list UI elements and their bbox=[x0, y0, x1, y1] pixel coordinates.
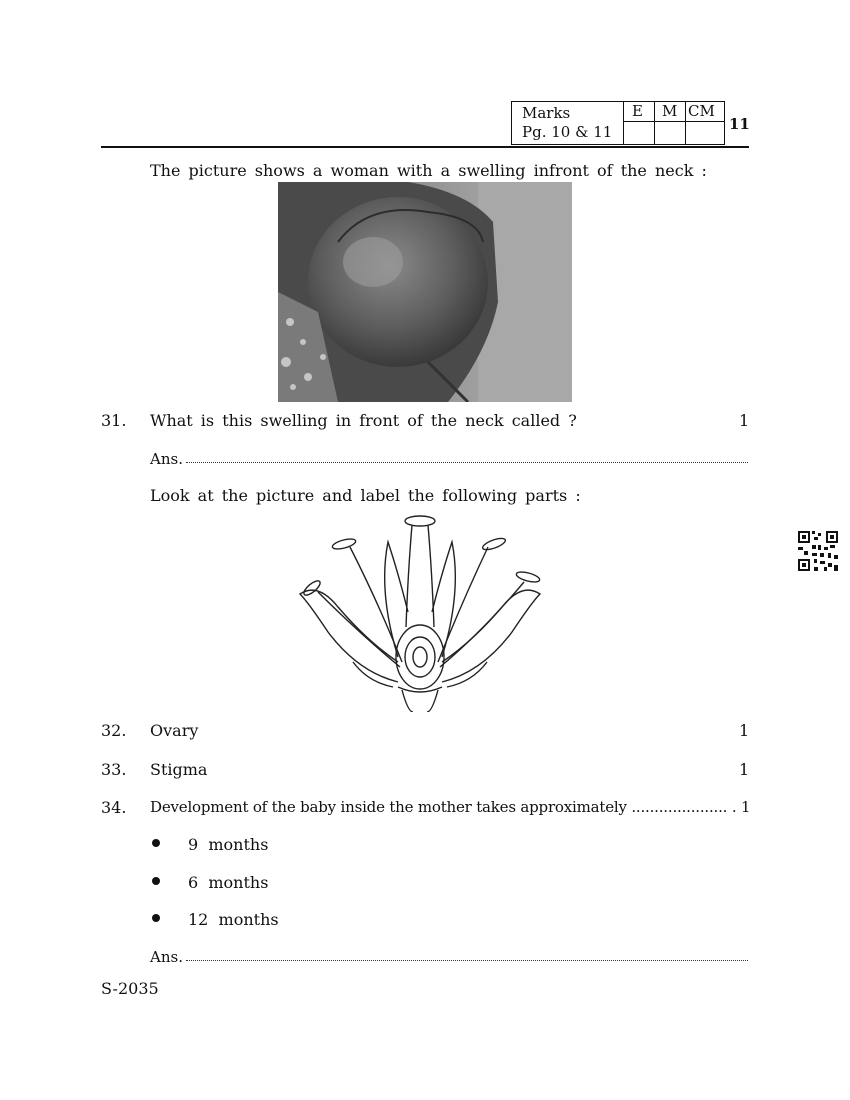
question-33-marks: 1 bbox=[739, 760, 750, 779]
question-33-number: 33. bbox=[101, 760, 127, 779]
answer-31-label: Ans. bbox=[150, 450, 183, 468]
option-bullet bbox=[152, 839, 160, 847]
marks-label: Marks bbox=[522, 104, 571, 122]
label-instruction: Look at the picture and label the following parts : bbox=[150, 486, 581, 505]
question-32-text: Ovary bbox=[150, 721, 199, 740]
question-31-marks: 1 bbox=[739, 411, 750, 430]
intro-text: The picture shows a woman with a swelling infront of the neck : bbox=[150, 161, 707, 180]
answer-34-label: Ans. bbox=[150, 948, 183, 966]
answer-34-line[interactable] bbox=[186, 960, 748, 961]
question-32-marks: 1 bbox=[739, 721, 750, 740]
marks-table bbox=[511, 101, 725, 145]
col-e-header: E bbox=[632, 102, 643, 120]
option-12-months[interactable]: 12 months bbox=[188, 910, 279, 929]
header-divider bbox=[101, 146, 749, 148]
col-cm-header: CM bbox=[688, 102, 715, 120]
pages-label: Pg. 10 & 11 bbox=[522, 123, 613, 141]
answer-31-line[interactable] bbox=[186, 462, 748, 463]
option-bullet bbox=[152, 877, 160, 885]
option-9-months[interactable]: 9 months bbox=[188, 835, 269, 854]
col-m-header: M bbox=[662, 102, 678, 120]
footer-code: S-2035 bbox=[101, 979, 159, 998]
question-33-text: Stigma bbox=[150, 760, 208, 779]
question-34-number: 34. bbox=[101, 798, 127, 817]
question-32-number: 32. bbox=[101, 721, 127, 740]
neck-swelling-photo bbox=[278, 182, 572, 402]
option-6-months[interactable]: 6 months bbox=[188, 873, 269, 892]
qr-code-icon bbox=[798, 531, 838, 571]
question-31-number: 31. bbox=[101, 411, 127, 430]
question-34-text: Development of the baby inside the mother takes approximately ..................... . 1 bbox=[150, 798, 751, 816]
page-number: 11 bbox=[729, 115, 750, 133]
option-bullet bbox=[152, 914, 160, 922]
question-31-text: What is this swelling in front of the neck called ? bbox=[150, 411, 577, 430]
flower-diagram bbox=[298, 512, 550, 712]
